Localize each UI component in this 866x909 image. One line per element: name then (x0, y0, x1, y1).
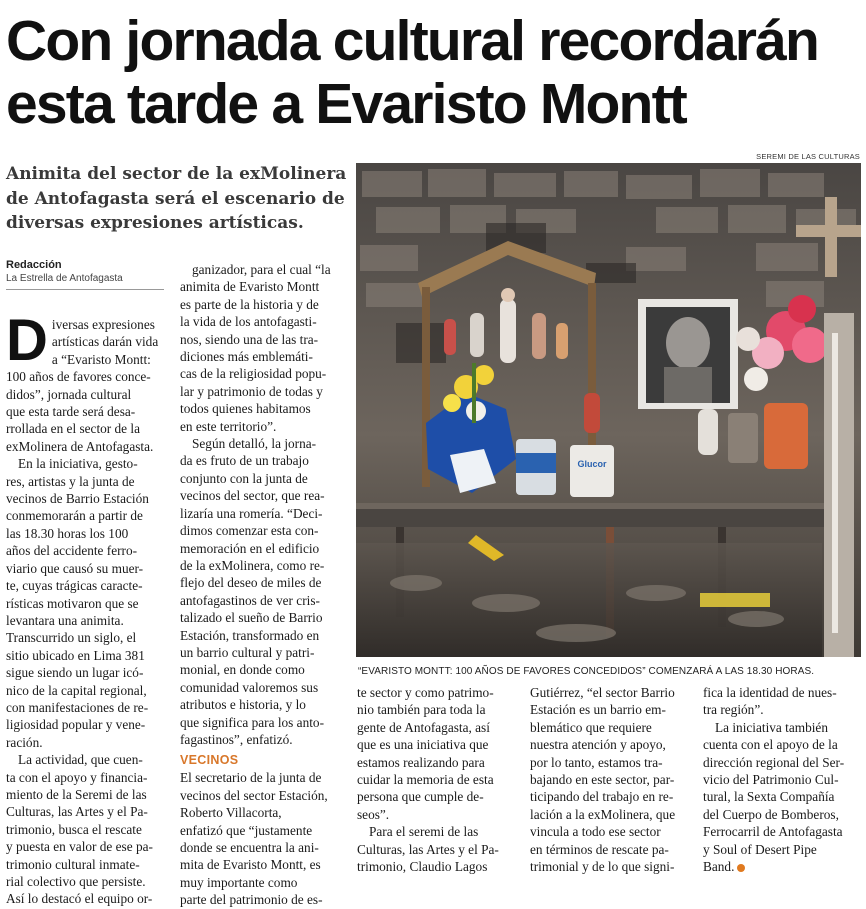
text-line: ración. (6, 734, 43, 750)
text-line: Culturas, las Artes y el Pa- (357, 841, 499, 857)
subheading-vecinos: VECINOS (180, 753, 239, 768)
text-line: talizado el sueño de Barrio (180, 610, 323, 626)
text-line: Transcurrido un siglo, el (6, 630, 137, 646)
deck-line-3: diversas expresiones artísticas. (6, 213, 304, 233)
text-line: nos, siendo una de las tra- (180, 331, 319, 347)
text-line: fagastinos”, enfatizó. (180, 731, 293, 747)
photo-caption: “EVARISTO MONTT: 100 AÑOS DE FAVORES CONCEDIDOS” COMENZARÁ A LAS 18.30 HORAS. (358, 666, 815, 677)
text-line: En la iniciativa, gesto- (18, 456, 138, 472)
text-line: cas de la religiosidad popu- (180, 366, 327, 382)
text-line: Ferrocarril de Antofagasta (703, 824, 843, 840)
text-line: bajando en este sector, par- (530, 772, 675, 788)
text-line: Estación, transformado en (180, 627, 320, 643)
text-line: vecinos de Barrio Estación (6, 491, 149, 507)
text-line: Estación es un barrio em- (530, 702, 666, 718)
text-line: miento de la Seremi de las (6, 786, 147, 802)
text-line: persona que cumple de- (357, 789, 484, 805)
text-line: fica la identidad de nues- (703, 685, 837, 700)
text-line: trimonial y de lo que signi- (530, 859, 675, 875)
text-line: da es fruto de un trabajo (180, 453, 309, 469)
headline-line-1: Con jornada cultural recordarán (6, 9, 819, 73)
text-line: monial, en donde como (180, 662, 305, 678)
text-line: blemático que requiere (530, 719, 652, 735)
text-line: viario que causó su muer- (6, 560, 144, 576)
text-line: lación a la exMolinera, que (530, 806, 676, 822)
article-column-5 (703, 684, 861, 875)
text-line: vicio del Patrimonio Cul- (703, 772, 839, 788)
column-1-text (6, 308, 162, 908)
text-line: trimonio cultural inmate- (6, 856, 140, 872)
article-column-2 (180, 261, 346, 909)
column-4-text (530, 684, 687, 875)
byline-author: Redacción (6, 259, 62, 271)
text-line: nuestra atención y apoyo, (530, 737, 666, 753)
text-line: del Cuerpo de Bomberos, (703, 806, 839, 822)
text-line: te sector y como patrimo- (357, 685, 494, 700)
text-line: atributos e historia, y lo (180, 697, 306, 713)
text-line: dimos comenzar esta con- (180, 523, 319, 539)
text-line: tural, la Sexta Compañía (703, 789, 835, 805)
text-line: con manifestaciones de re- (6, 699, 149, 715)
text-line: sigue siendo un lugar icó- (6, 665, 144, 681)
text-line: iversas expresiones (51, 317, 155, 332)
text-line: res, artistas y la junta de (6, 473, 135, 489)
text-line: rial colectivo que persiste. (6, 874, 146, 889)
text-line: antofagastinos de ver cris- (180, 592, 320, 608)
text-line: comunidad valoremos sus (180, 679, 319, 695)
text-line: flejo del deseo de miles de (180, 575, 322, 591)
column-5-text (703, 684, 861, 875)
photo-credit: SEREMI DE LAS CULTURAS (756, 152, 860, 161)
text-line: enfatizó que “justamente (180, 822, 313, 838)
text-line: conjunto con la junta de (180, 470, 308, 486)
text-line: años del accidente ferro- (6, 543, 138, 559)
text-line: vincula a todo ese sector (530, 824, 661, 840)
text-line: trimonio, busca el rescate (6, 821, 142, 837)
headline-line-2: esta tarde a Evaristo Montt (6, 72, 686, 136)
text-line: exMolinera de Antofagasta. (6, 438, 154, 454)
paint-can-label: Glucor (577, 459, 607, 469)
text-line: 100 años de favores conce- (6, 369, 151, 385)
text-line: y puesta en valor de ese pa- (6, 839, 153, 855)
end-of-article-icon (737, 864, 745, 872)
text-line: Para el seremi de las (369, 824, 479, 840)
text-line: levantara una animita. (6, 612, 124, 628)
column-3-text (357, 684, 514, 875)
text-line: un barrio cultural y patri- (180, 644, 315, 660)
text-line: animita de Evaristo Montt (180, 279, 320, 295)
text-line: nico de la capital regional, (6, 682, 147, 698)
text-line: Roberto Villacorta, (180, 805, 282, 821)
text-line: estamos realizando para (357, 754, 485, 770)
text-line: conmemorarán a partir de (6, 508, 143, 524)
text-line: El secretario de la junta de (180, 770, 322, 786)
text-line: donde se encuentra la ani- (180, 840, 319, 855)
text-line: memoración en el edificio (180, 540, 320, 556)
text-line: Band. (703, 859, 735, 875)
text-line: ligiosidad popular y vene- (6, 717, 146, 733)
text-line: vecinos del sector Estación, (180, 787, 328, 803)
text-line: Gutiérrez, “el sector Barrio (530, 685, 675, 700)
text-line: diciones más emblemáti- (180, 349, 313, 365)
text-line: vecinos del sector, que rea- (180, 488, 325, 504)
text-line: te, cuyas trágicas caracte- (6, 578, 143, 594)
text-line: La actividad, que cuen- (18, 752, 143, 768)
text-line: que esta tarde será desa- (6, 404, 136, 420)
text-line: muy importante como (180, 874, 298, 890)
text-line: cuenta con el apoyo de la (703, 737, 838, 753)
shrine-photo-illustration (356, 163, 861, 657)
text-line: rísticas motivaron que se (6, 595, 139, 611)
text-line: por lo tanto, estamos tra- (530, 754, 663, 770)
deck-line-1: Animita del sector de la exMolinera (6, 164, 347, 184)
text-line: en este territorio”. (180, 418, 277, 434)
text-line: lizaría una romería. “Deci- (180, 505, 323, 521)
text-line: Así lo destacó el equipo or- (6, 891, 153, 907)
text-line: seos”. (357, 806, 390, 822)
text-line: tra región”. (703, 702, 764, 718)
text-line: rrollada en el sector de la (6, 421, 141, 437)
text-line: ta con el apoyo y financia- (6, 769, 148, 785)
drop-cap: D (6, 308, 48, 373)
text-line: es parte de la historia y de (180, 296, 319, 312)
text-line: que es una iniciativa que (357, 737, 489, 753)
text-line: mita de Evaristo Montt, es (180, 857, 321, 873)
text-line: ticipando del trabajo en re- (530, 789, 674, 805)
text-line: cuidar la memoria de esta (357, 772, 494, 788)
text-line: que significa para los anto- (180, 714, 324, 730)
text-line: a “Evaristo Montt: (51, 351, 151, 367)
text-line: trimonio, Claudio Lagos (357, 859, 488, 875)
column-2b-text (180, 769, 346, 908)
byline-publication: La Estrella de Antofagasta (6, 273, 123, 284)
headline (6, 10, 862, 136)
text-line: ganizador, para el cual “la (192, 262, 331, 277)
text-line: gente de Antofagasta, así (357, 719, 490, 735)
article-column-4 (530, 684, 687, 875)
text-line: y Soul of Desert Pipe (703, 841, 817, 857)
text-line: Según detalló, la jorna- (192, 436, 317, 452)
deck (6, 162, 351, 236)
text-line: lar y patrimonio de todas y (180, 383, 323, 399)
text-line: todos quienes habitamos (180, 401, 311, 417)
text-line: las 18.30 horas los 100 (6, 525, 129, 541)
text-line: de la exMolinera, como re- (180, 557, 325, 573)
text-line: didos”, jornada cultural (6, 386, 132, 402)
byline (6, 258, 164, 290)
text-line: sitio ubicado en Lima 381 (6, 647, 145, 663)
article-column-1 (6, 308, 162, 908)
text-line: en términos de rescate pa- (530, 841, 669, 857)
text-line: Culturas, las Artes y el Pa- (6, 804, 148, 820)
article-photo (356, 163, 861, 657)
deck-line-2: de Antofagasta será el escenario de (6, 188, 345, 209)
text-line: artísticas darán vida (51, 334, 159, 350)
text-line: La iniciativa también (715, 719, 828, 735)
text-line: la vida de los antofagasti- (180, 314, 317, 330)
text-line: dirección regional del Ser- (703, 754, 845, 770)
text-line: nio también para toda la (357, 702, 486, 718)
article-column-3 (357, 684, 514, 875)
column-2-text (180, 261, 346, 748)
text-line: parte del patrimonio de es- (180, 892, 323, 908)
